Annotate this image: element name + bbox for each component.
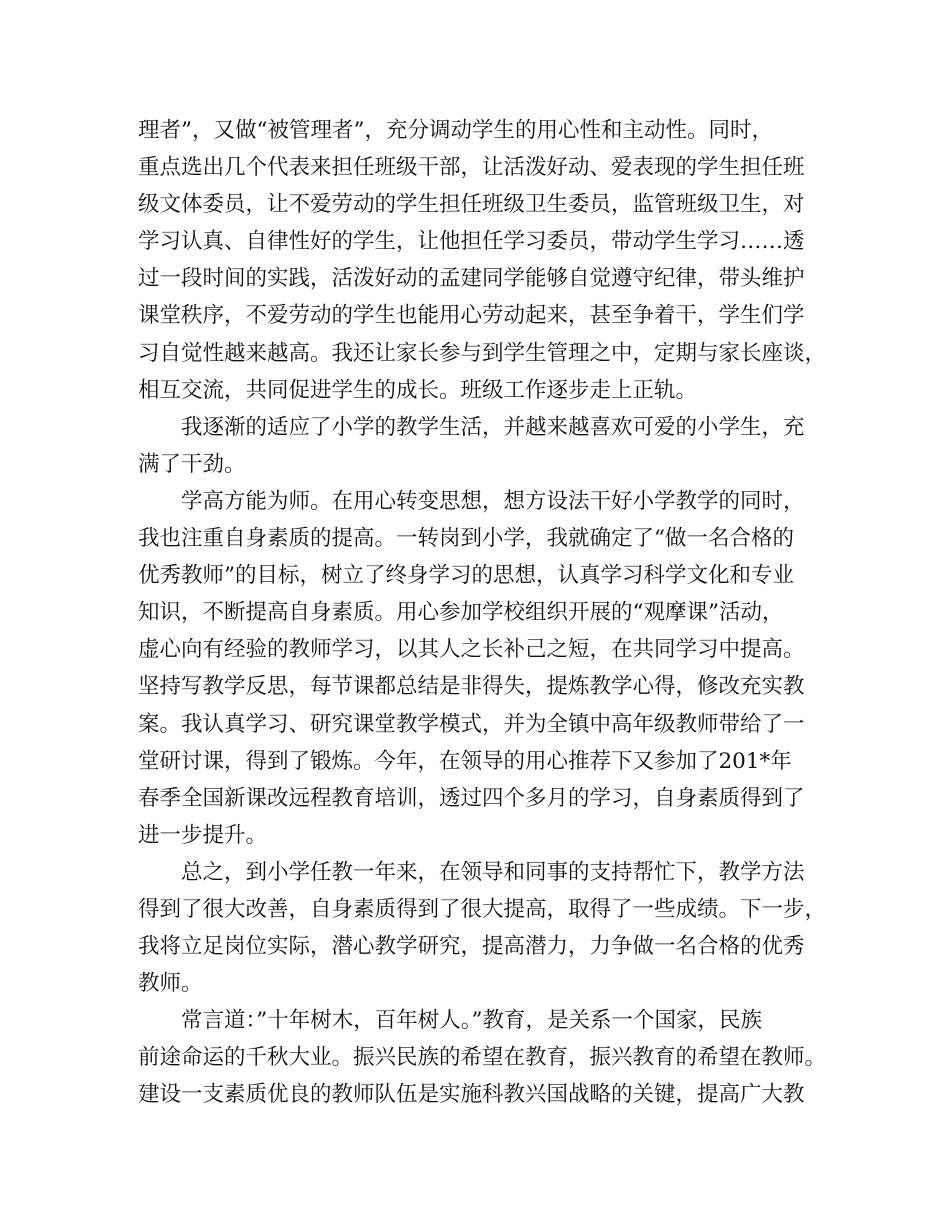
- text-line: 虚心向有经验的教师学习，以其人之长补己之短，在共同学习中提高。: [138, 637, 805, 663]
- text-line: 理者”，又做“被管理者”，充分调动学生的用心性和主动性。同时，: [138, 118, 773, 143]
- text-line: 春季全国新课改远程教育培训，透过四个多月的学习，自身素质得到了: [138, 785, 805, 811]
- text-line: 优秀教师”的目标，树立了终身学习的思想，认真学习科学文化和专业: [138, 563, 794, 589]
- text-line: 常言道：”十年树木，百年树人。”教育，是关系一个国家，民族: [181, 1008, 762, 1034]
- text-line: 得到了很大改善，自身素质得到了很大提高，取得了一些成绩。下一步，: [138, 896, 827, 922]
- text-line: 满了干劲。: [138, 451, 246, 477]
- text-line: 习自觉性越来越高。我还让家长参与到学生管理之中，定期与家长座谈，: [138, 340, 827, 366]
- text-line: 坚持写教学反思，每节课都总结是非得失，提炼教学心得，修改充实教: [138, 674, 805, 700]
- text-line: 堂研讨课，得到了锻炼。今年，在领导的用心推荐下又参加了201*年: [138, 748, 792, 774]
- text-line: 重点选出几个代表来担任班级干部，让活泼好动、爱表现的学生担任班: [138, 155, 805, 181]
- text-line: 案。我认真学习、研究课堂教学模式，并为全镇中高年级教师带给了一: [138, 711, 805, 737]
- text-line: 我将立足岗位实际，潜心教学研究，提高潜力，力争做一名合格的优秀: [138, 934, 805, 960]
- text-line: 学习认真、自律性好的学生，让他担任学习委员，带动学生学习……透: [138, 229, 805, 255]
- text-line: 相互交流，共同促进学生的成长。班级工作逐步走上正轨。: [138, 377, 698, 403]
- text-line: 我逐渐的适应了小学的教学生活，并越来越喜欢可爱的小学生，充: [181, 414, 805, 440]
- text-line: 课堂秩序，不爱劳动的学生也能用心劳动起来，甚至争着干，学生们学: [138, 303, 805, 329]
- text-line: 教师。: [138, 971, 203, 997]
- text-line: 建设一支素质优良的教师队伍是实施科教兴国战略的关键，提高广大教: [138, 1082, 805, 1108]
- document-body: [138, 112, 828, 1114]
- text-line: 进一步提升。: [138, 822, 268, 848]
- text-line: 总之，到小学任教一年来，在领导和同事的支持帮忙下，教学方法: [181, 859, 805, 885]
- text-line: 我也注重自身素质的提高。一转岗到小学，我就确定了“做一名合格的: [138, 526, 794, 552]
- text-line: 前途命运的千秋大业。振兴民族的希望在教育，振兴教育的希望在教师。: [138, 1045, 827, 1071]
- text-line: 级文体委员，让不爱劳动的学生担任班级卫生委员，监管班级卫生，对: [138, 192, 805, 218]
- text-line: 学高方能为师。在用心转变思想，想方设法干好小学教学的同时，: [181, 488, 805, 514]
- text-line: 知识，不断提高自身素质。用心参加学校组织开展的“观摩课”活动，: [138, 600, 784, 626]
- text-line: 过一段时间的实践，活泼好动的孟建同学能够自觉遵守纪律，带头维护: [138, 266, 805, 292]
